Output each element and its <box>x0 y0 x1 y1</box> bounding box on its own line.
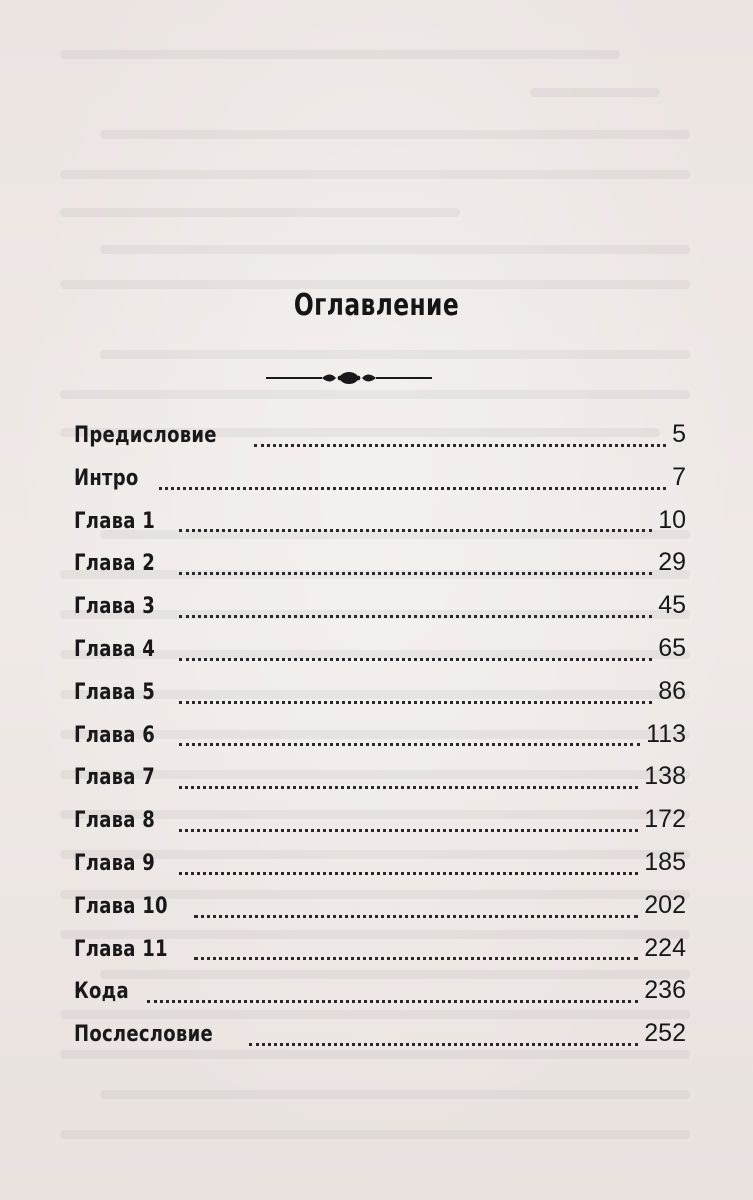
toc-entry-page: 7 <box>672 462 686 491</box>
toc-entry[interactable] <box>74 634 686 677</box>
toc-leader-dots <box>179 571 652 575</box>
toc-entry[interactable] <box>74 805 686 848</box>
toc-entry[interactable] <box>74 420 686 463</box>
toc-entry-page: 65 <box>658 633 686 662</box>
toc-entry-page: 185 <box>644 847 686 876</box>
toc-entry[interactable] <box>74 934 686 977</box>
toc-entry[interactable] <box>74 506 686 549</box>
toc-entry[interactable] <box>74 848 686 891</box>
toc-leader-dots <box>254 443 666 447</box>
toc-entry-title: Послесловие <box>74 1022 213 1048</box>
toc-entry[interactable] <box>74 976 686 1019</box>
toc-entry-page: 172 <box>644 805 686 834</box>
toc-leader-dots <box>147 999 638 1003</box>
toc-leader-dots <box>179 528 652 532</box>
page-title: Оглавление <box>293 288 460 324</box>
toc-leader-dots <box>179 785 638 789</box>
toc-entry-page: 252 <box>644 1019 686 1048</box>
toc-entry-page: 224 <box>644 933 686 962</box>
toc-entry-page: 29 <box>658 548 686 577</box>
toc-leader-dots <box>249 1042 638 1046</box>
toc-entry-page: 45 <box>658 591 686 620</box>
toc-entry-title: Глава 11 <box>74 936 168 962</box>
toc-entry-page: 10 <box>658 505 686 534</box>
toc-entry-title: Интро <box>74 465 139 491</box>
toc-entry-title: Кода <box>74 979 129 1005</box>
toc-entry-page: 202 <box>644 890 686 919</box>
toc-leader-dots <box>179 614 652 618</box>
toc-entry[interactable] <box>74 762 686 805</box>
toc-entry[interactable] <box>74 891 686 934</box>
toc-leader-dots <box>159 486 666 490</box>
toc-leader-dots <box>179 700 652 704</box>
toc-entry-title: Глава 3 <box>74 594 156 620</box>
toc-entry[interactable] <box>74 591 686 634</box>
ornament-divider-icon <box>264 368 434 388</box>
toc-entry-title: Глава 10 <box>74 893 168 919</box>
toc-entry[interactable] <box>74 677 686 720</box>
toc-leader-dots <box>179 871 638 875</box>
toc-entry-title: Глава 6 <box>74 722 156 748</box>
toc-entry-title: Глава 4 <box>74 636 156 662</box>
toc-entry-title: Предисловие <box>74 423 217 448</box>
toc-entry[interactable] <box>74 548 686 591</box>
toc-entry-title: Глава 8 <box>74 808 156 834</box>
toc-entry[interactable] <box>74 720 686 763</box>
toc-entry-title: Глава 9 <box>74 850 156 876</box>
toc-entry-title: Глава 2 <box>74 551 156 577</box>
toc-entry-title: Глава 1 <box>74 508 156 534</box>
toc-leader-dots <box>194 956 638 960</box>
toc-entry-page: 5 <box>672 420 686 448</box>
toc-entry-title: Глава 5 <box>74 679 156 705</box>
toc-leader-dots <box>179 828 638 832</box>
toc-leader-dots <box>179 742 640 746</box>
toc-entry-title: Глава 7 <box>74 765 156 791</box>
toc-entry[interactable] <box>74 463 686 506</box>
toc-entry[interactable] <box>74 1019 686 1062</box>
toc-entry-page: 113 <box>646 719 686 748</box>
toc-entry-page: 236 <box>644 976 686 1005</box>
table-of-contents <box>74 420 686 1062</box>
toc-leader-dots <box>179 657 652 661</box>
toc-entry-page: 138 <box>644 762 686 791</box>
toc-leader-dots <box>194 914 638 918</box>
toc-entry-page: 86 <box>658 676 686 705</box>
